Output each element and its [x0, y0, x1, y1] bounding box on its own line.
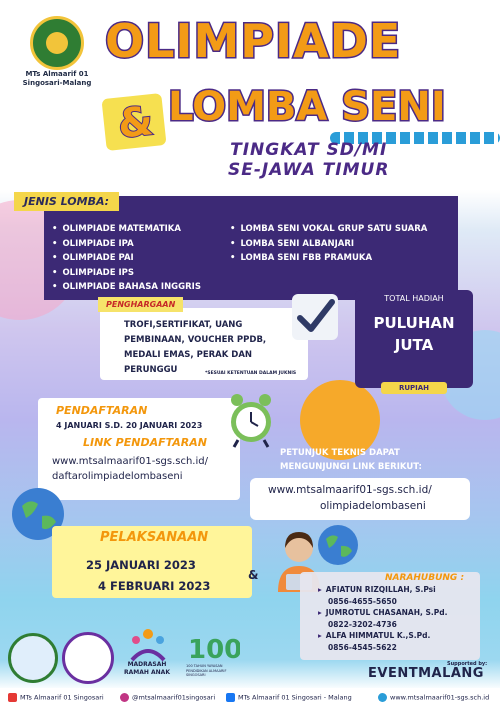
- olimpiade-list: [52, 222, 201, 295]
- juknis-note: *SESUAI KETENTUAN DALAM JUKNIS: [205, 371, 297, 376]
- school-location: Singosari-Malang: [22, 79, 92, 87]
- teknis-link-path[interactable]: olimpiadelombaseni: [320, 500, 426, 512]
- title-amp-note: [101, 93, 166, 151]
- narahubung-heading: NARAHUBUNG :: [385, 573, 465, 583]
- instagram-icon: [120, 693, 129, 702]
- pelaksanaan-date-1: 25 JANUARI 2023: [86, 558, 196, 572]
- school-logo: [12, 16, 102, 88]
- pendaftaran-dates: 4 JANUARI S.D. 20 JANUARI 2023: [56, 421, 203, 430]
- teknis-link[interactable]: www.mtsalmaarif01-sgs.sch.id/: [268, 484, 432, 496]
- youtube-icon: [8, 693, 17, 702]
- youtube-label: MTs Almaarif 01 Singosari: [20, 693, 104, 702]
- checkmark-icon: [292, 294, 338, 340]
- alarm-clock-icon: [228, 392, 274, 448]
- penghargaan-line: PERUNGGU: [124, 365, 178, 375]
- facebook-icon: [226, 693, 235, 702]
- madrasah-ramah-anak-label: [118, 661, 176, 677]
- subtitle-region: SE-JAWA TIMUR: [228, 160, 390, 180]
- jenis-lomba-heading: JENIS LOMBA:: [14, 192, 119, 211]
- subtitle: [228, 140, 389, 180]
- contact-phone[interactable]: 0856-4545-5622: [328, 642, 397, 652]
- list-item: • OLIMPIADE IPS: [52, 266, 201, 281]
- madrasah-ramah-anak-icon: [122, 628, 174, 662]
- list-item: • LOMBA SENI ALBANJARI: [230, 237, 427, 252]
- link-pendaftaran-heading: LINK PENDAFTARAN: [83, 436, 207, 449]
- hundred-text: 100: [188, 635, 240, 662]
- footer-bar: [0, 688, 500, 707]
- subtitle-level: TINGKAT SD/MI: [230, 140, 388, 160]
- total-hadiah-card: [355, 290, 473, 392]
- pelaksanaan-date-2: 4 FEBRUARI 2023: [98, 579, 211, 593]
- pendaftaran-heading: PENDAFTARAN: [56, 404, 148, 417]
- title-amp: &: [115, 98, 156, 148]
- facebook-label: MTs Almaarif 01 Singosari - Malang: [238, 693, 352, 702]
- globe-web-icon: [378, 693, 387, 702]
- list-item: • OLIMPIADE PAI: [52, 251, 201, 266]
- school-seal-icon: [30, 16, 84, 70]
- hadiah-line1: PULUHAN: [373, 314, 455, 332]
- contact-phone[interactable]: 0856-4655-5650: [328, 596, 397, 606]
- hadiah-amount: [355, 312, 473, 356]
- hadiah-line2: JUTA: [394, 336, 434, 354]
- hundred-years-caption: 100 TAHUN YAYASAN PENDIDIKAN ALMAARIF SINGOSARI: [186, 664, 227, 677]
- hadiah-label: TOTAL HADIAH: [384, 294, 444, 303]
- madrasah-line: RAMAH ANAK: [124, 669, 170, 676]
- hadiah-unit: RUPIAH: [381, 382, 447, 394]
- teknis-line: MENGUNJUNGI LINK BERIKUT:: [280, 462, 422, 472]
- instagram-label: @mtsalmaarif01singosari: [132, 693, 216, 702]
- olimpiade-seal-icon: [62, 632, 114, 684]
- penghargaan-line: MEDALI EMAS, PERAK DAN: [124, 350, 253, 360]
- footer-website[interactable]: [378, 693, 489, 702]
- contact-name: ▸ AFIATUN RIZQILLAH, S.Psi: [318, 584, 447, 596]
- penghargaan-heading: PENGHARGAAN: [98, 297, 183, 312]
- list-item: • LOMBA SENI VOKAL GRUP SATU SUARA: [230, 222, 427, 237]
- contact-phone[interactable]: 0822-3202-4736: [328, 619, 397, 629]
- school-name: MTs Almaarif 01: [25, 70, 89, 78]
- footer-instagram[interactable]: [120, 693, 215, 702]
- pendaftaran-link-path[interactable]: daftarolimpiadelombaseni: [52, 471, 183, 482]
- pelaksanaan-amp: &: [248, 568, 259, 582]
- title-lomba-seni: LOMBA SENI: [168, 84, 446, 130]
- list-item: • LOMBA SENI FBB PRAMUKA: [230, 251, 427, 266]
- hundred-years-logo: [186, 632, 240, 662]
- penghargaan-line: TROFI,SERTIFIKAT, UANG: [124, 320, 243, 330]
- madrasah-line: MADRASAH: [127, 661, 167, 668]
- list-item: • OLIMPIADE IPA: [52, 237, 201, 252]
- pelaksanaan-heading: PELAKSANAAN: [100, 530, 209, 545]
- keren-badge-icon: [8, 633, 58, 683]
- list-item: • OLIMPIADE BAHASA INGGRIS: [52, 280, 201, 295]
- contact-name: ▸ ALFA HIMMATUL K.,S.Pd.: [318, 630, 447, 642]
- eventmalang-logo: EVENTMALANG: [368, 666, 484, 681]
- website-label: www.mtsalmaarif01-sgs.sch.id: [390, 693, 490, 702]
- teknis-line: PETUNJUK TEKNIS DAPAT: [280, 448, 400, 458]
- footer-facebook[interactable]: [226, 693, 352, 702]
- contact-name: ▸ JUMROTUL CHASANAH, S.Pd.: [318, 607, 447, 619]
- contact-list: [318, 574, 447, 653]
- title-olimpiade: OLIMPIADE: [105, 14, 402, 68]
- penghargaan-text: [124, 318, 266, 378]
- teknis-text: [280, 446, 422, 474]
- penghargaan-line: PEMBINAAN, VOUCHER PPDB,: [124, 335, 267, 345]
- pendaftaran-link[interactable]: www.mtsalmaarif01-sgs.sch.id/: [52, 456, 208, 467]
- footer-youtube[interactable]: [8, 693, 104, 702]
- lomba-seni-list: [230, 222, 427, 266]
- supported-label: Supported by:: [447, 661, 488, 667]
- list-item: • OLIMPIADE MATEMATIKA: [52, 222, 201, 237]
